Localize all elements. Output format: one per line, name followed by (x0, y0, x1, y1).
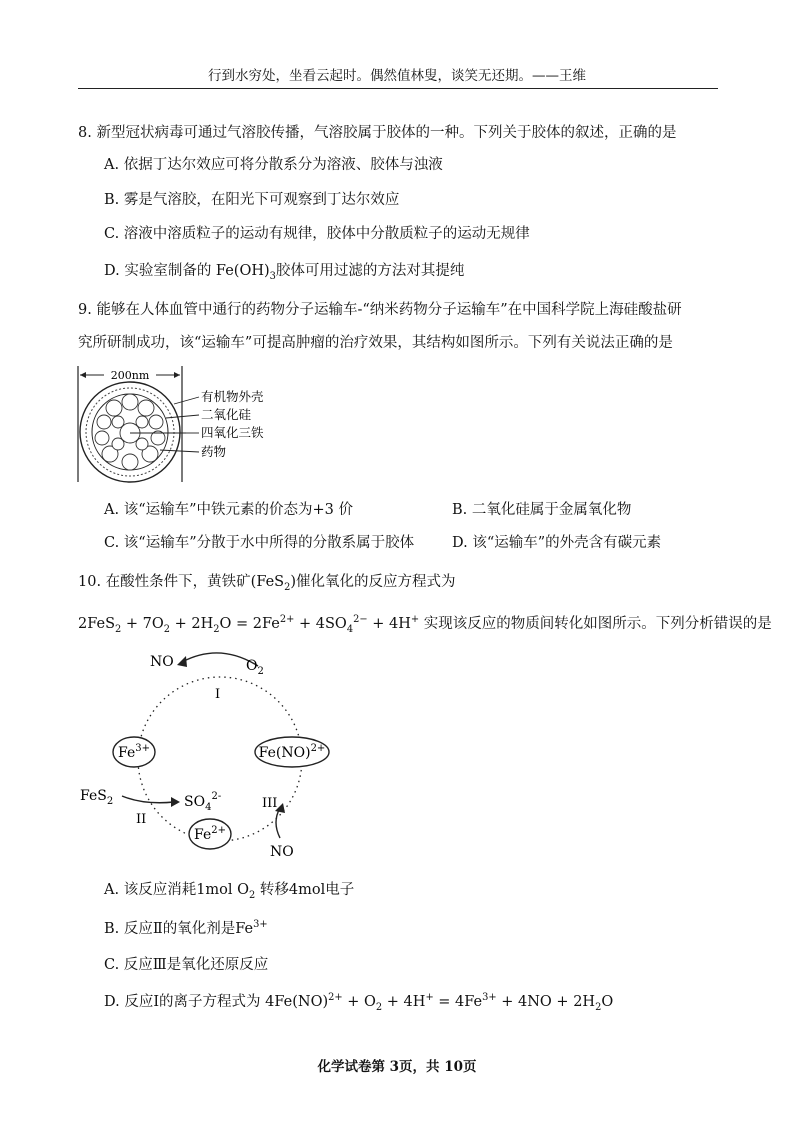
q10-option-d-equation: $4Fe(NO)^{2+} + O_2 + 4H^+ = 4Fe^{3+} + 4NO + 2H_2O$ (265, 992, 614, 1013)
q10-option-a-sub: 2 (249, 889, 256, 901)
svg-text:Fe(NO)2+: Fe(NO)$^{2+}$ (258, 743, 326, 761)
q10-option-a-post: 转移4mol电子 (255, 882, 355, 898)
label-fes2: FeS$_2$ (80, 788, 114, 807)
q10-stem-sub: 2 (284, 581, 291, 593)
svg-text:Fe2+: $Fe^{2+}$ (194, 825, 226, 843)
q10-option-a-pre: A. 该反应消耗1mol O (104, 882, 250, 898)
header-rule (78, 88, 718, 89)
q9-stem-line1: 9. 能够在人体血管中通行的药物分子运输车-“纳米药物分子运输车”在中国科学院上海硅酸盐研 (78, 302, 682, 318)
q8-option-a: A. 依据丁达尔效应可将分散系分为溶液、胶体与浊液 (104, 157, 443, 173)
q10-equation: $2FeS_2 + 7O_2 + 2H_2O = 2Fe^{2+} + 4SO_4^{2-} + 4H^+$ (78, 614, 420, 635)
q10-option-b-sup: 3+ (253, 919, 268, 931)
q10-option-d (104, 990, 613, 1013)
q8-option-d (104, 259, 464, 282)
q9-stem-line2: 究所研制成功，该“运输车”可提高肿瘤的治疗效果，其结构如图所示。下列有关说法正确的是 (78, 335, 673, 351)
q8-option-d-pre: D. 实验室制备的 Fe(OH) (104, 263, 270, 279)
q9-option-c: C. 该“运输车”分散于水中所得的分散系属于胶体 (104, 535, 415, 551)
q10-stem-pre: 10. 在酸性条件下，黄铁矿(FeS (78, 574, 285, 590)
figure-size-label: 200nm (110, 369, 150, 382)
svg-text:Fe3+: $Fe^{3+}$ (118, 743, 150, 761)
q10-equation-text: 实现该反应的物质间转化如图所示。下列分析错误的是 (423, 616, 772, 632)
reaction-cycle-figure (74, 642, 374, 866)
label-iron-oxide: 四氧化三铁 (201, 425, 264, 440)
header-motto: 行到水穷处，坐看云起时。偶然值林叟，谈笑无还期。——王维 (208, 68, 586, 84)
label-silica: 二氧化硅 (201, 407, 252, 422)
label-organic-shell: 有机物外壳 (201, 389, 264, 404)
label-drug: 药物 (201, 444, 227, 459)
label-step-1: I (215, 687, 221, 702)
label-step-3: III (262, 796, 278, 811)
label-step-2: II (136, 812, 147, 827)
q10-option-a (104, 878, 354, 901)
q9-option-d: D. 该“运输车”的外壳含有碳元素 (452, 535, 662, 551)
q9-option-a: A. 该“运输车”中铁元素的价态为+3 价 (104, 502, 353, 518)
q8-stem: 8. 新型冠状病毒可通过气溶胶传播，气溶胶属于胶体的一种。下列关于胶体的叙述，正确的是 (78, 125, 677, 141)
q10-stem (78, 570, 456, 593)
label-no-top: NO (150, 654, 174, 670)
label-o2: $O_2$ (246, 658, 264, 677)
nanoparticle-figure (74, 364, 314, 486)
q10-option-b-text: B. 反应Ⅱ的氧化剂是Fe (104, 921, 254, 937)
page-footer: 化学试卷第 3页，共 10页 (317, 1059, 477, 1075)
q9-option-b: B. 二氧化硅属于金属氧化物 (452, 502, 632, 518)
q8-option-b: B. 雾是气溶胶，在阳光下可观察到丁达尔效应 (104, 192, 400, 208)
q8-option-d-sub: 3 (269, 270, 276, 282)
label-no-bottom: NO (270, 844, 294, 860)
q10-option-b (104, 917, 268, 938)
q10-option-c: C. 反应Ⅲ是氧化还原反应 (104, 957, 269, 973)
label-so4: $SO_4^{2-}$ (184, 791, 222, 813)
q8-option-c: C. 溶液中溶质粒子的运动有规律，胶体中分散质粒子的运动无规律 (104, 226, 530, 242)
q10-stem-post: )催化氧化的反应方程式为 (290, 574, 456, 590)
q10-option-d-text: D. 反应Ⅰ的离子方程式为 (104, 994, 261, 1010)
q8-option-d-post: 胶体可用过滤的方法对其提纯 (275, 263, 465, 279)
q10-equation-line (78, 612, 772, 635)
